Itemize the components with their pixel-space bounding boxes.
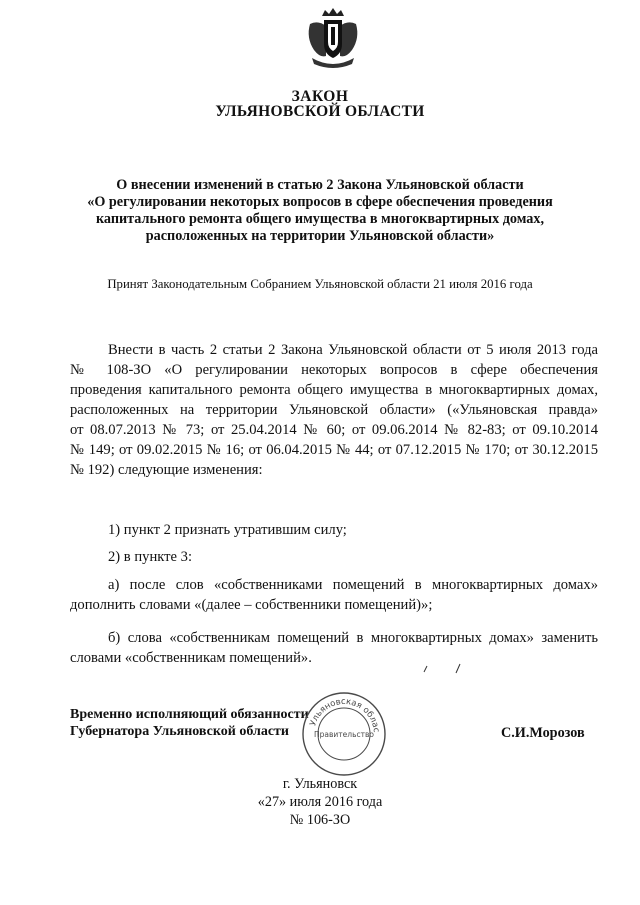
region-heading: УЛЬЯНОВСКОЙ ОБЛАСТИ xyxy=(215,103,425,120)
signatory-position xyxy=(70,706,309,740)
coat-of-arms-icon xyxy=(300,6,366,72)
paragraph-line: № 192) следующие изменения: xyxy=(70,462,263,478)
law-title-line: «О регулировании некоторых вопросов в сфере обеспечения проведения xyxy=(87,194,553,210)
city: г. Ульяновск xyxy=(282,776,358,792)
position-line: Временно исполняющий обязанности xyxy=(70,707,309,722)
law-title-line: расположенных на территории Ульяновской области» xyxy=(145,228,495,244)
seal-center-text: Правительство xyxy=(314,730,374,739)
paragraph-line: № 149; от 09.02.2015 № 16; от 06.04.2015 № 44; от 07.12.2015 № 170; от 30.12.2015 xyxy=(70,442,598,458)
handwritten-mark xyxy=(420,661,466,675)
law-title-line: капитального ремонта общего имущества в многоквартирных домах, xyxy=(95,211,545,227)
amendment-subitem-b: б) слова «собственникам помещений в многоквартирных домах» заменить словами «собственникам помещений». xyxy=(70,630,598,666)
main-paragraph xyxy=(70,340,598,480)
amendment-item-2: 2) в пункте 3: xyxy=(108,549,193,565)
amendment-item-1: 1) пункт 2 признать утратившим силу; xyxy=(108,522,347,538)
law-number: № 106-ЗО xyxy=(289,812,351,828)
paragraph-line: расположенных на территории Ульяновской области» («Ульяновская правда» xyxy=(70,402,598,418)
official-seal-icon xyxy=(300,690,388,778)
adoption-note: Принят Законодательным Собранием Ульяновской области 21 июля 2016 года xyxy=(107,277,533,291)
signing-date: «27» июля 2016 года xyxy=(257,794,383,810)
position-line: Губернатора Ульяновской области xyxy=(70,724,289,739)
paragraph-line: от 08.07.2013 № 73; от 25.04.2014 № 60; от 09.06.2014 № 82-83; от 09.10.2014 xyxy=(70,422,598,438)
amendment-subitem-a: а) после слов «собственниками помещений в многоквартирных домах» дополнить словами «(далее – собственники помещений)»; xyxy=(70,577,598,613)
law-heading: ЗАКОН xyxy=(291,88,349,105)
seal-ring-text: Ульяновская облас xyxy=(308,696,382,734)
paragraph-line: проведения капитального ремонта общего имущества в многоквартирных домах, xyxy=(70,382,598,398)
paragraph-line: № 108-ЗО «О регулировании некоторых вопросов в сфере обеспечения xyxy=(70,362,598,378)
signatory-name: С.И.Морозов xyxy=(501,725,585,741)
law-title-line: О внесении изменений в статью 2 Закона Ульяновской области xyxy=(116,177,524,193)
paragraph-line: Внести в часть 2 статьи 2 Закона Ульяновской области от 5 июля 2013 года xyxy=(108,342,598,358)
